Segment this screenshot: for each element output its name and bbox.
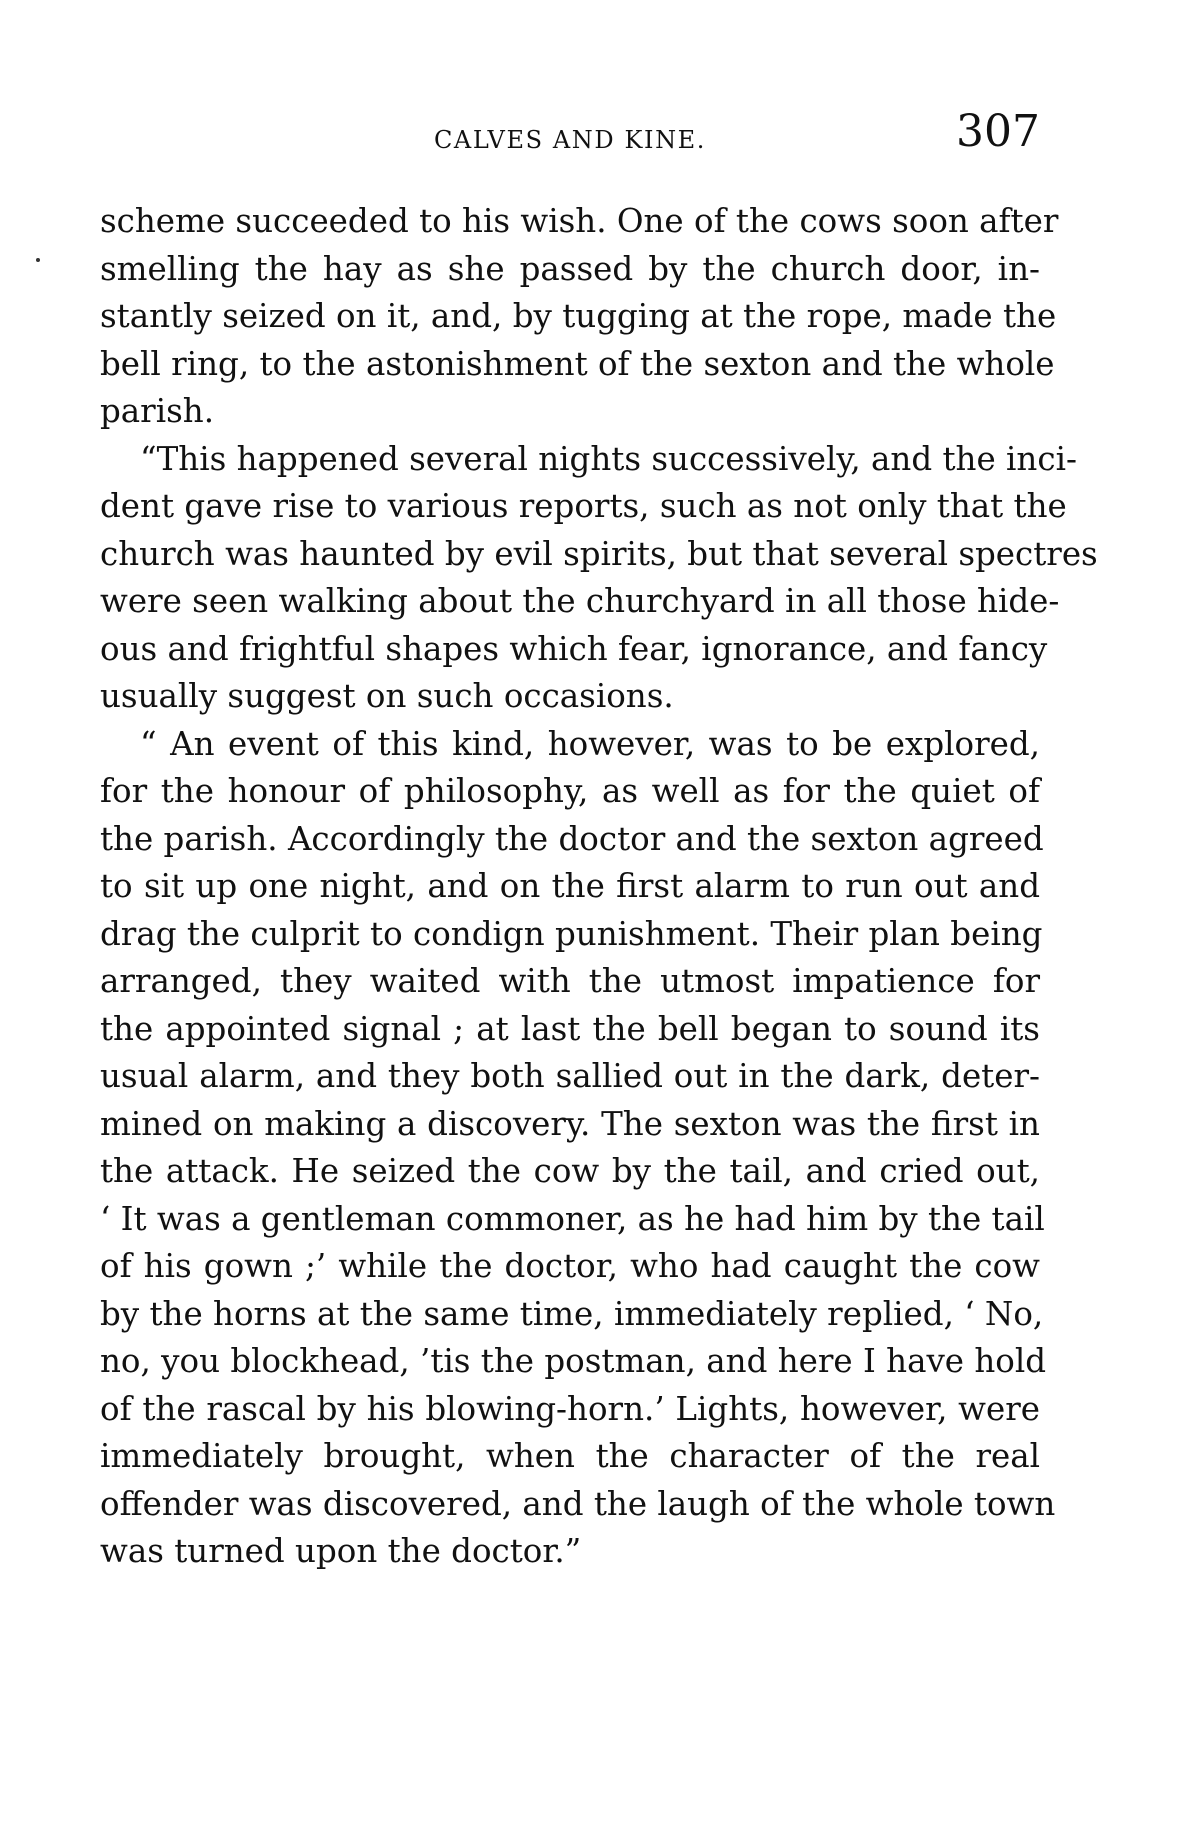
text-line: arranged, they waited with the utmost impatience for [100, 962, 1040, 1000]
text-line: “This happened several nights successively, and the inci- [140, 439, 1077, 478]
text-line: smelling the hay as she passed by the church door, in- [100, 249, 1040, 288]
text-line: were seen walking about the churchyard in all those hide- [100, 582, 1060, 620]
text-line: was turned upon the doctor.” [100, 1532, 582, 1570]
text-line: dent gave rise to various reports, such as not only that the [100, 487, 1067, 525]
text-line: mined on making a discovery. The sexton was the first in [100, 1104, 1040, 1143]
text-line: usual alarm, and they both sallied out in the dark, deter- [100, 1057, 1040, 1095]
text-line: parish. [100, 392, 215, 430]
body-text [100, 198, 1098, 1576]
text-line: for the honour of philosophy, as well as for the quiet of [100, 772, 1040, 810]
text-line: stantly seized on it, and, by tugging at the rope, made the [100, 297, 1057, 335]
text-line: usually suggest on such occasions. [100, 677, 674, 715]
running-head: CALVES AND KINE. [433, 126, 707, 154]
text-line: by the horns at the same time, immediately replied, ‘ No, [100, 1294, 1044, 1333]
text-line: ‘ It was a gentleman commoner, as he had him by the tail [100, 1199, 1045, 1238]
text-line: church was haunted by evil spirits, but that several spectres [100, 534, 1098, 573]
stray-ink-dot [36, 258, 40, 262]
text-line: no, you blockhead, ’tis the postman, and here I have hold [100, 1342, 1047, 1380]
text-line: the attack. He seized the cow by the tail, and cried out, [100, 1152, 1040, 1190]
text-line: ous and frightful shapes which fear, ignorance, and fancy [100, 629, 1048, 668]
text-line: to sit up one night, and on the first alarm to run out and [100, 867, 1040, 905]
text-line: drag the culprit to condign punishment. Their plan being [100, 914, 1043, 953]
text-line: the appointed signal ; at last the bell began to sound its [100, 1009, 1040, 1048]
text-line: bell ring, to the astonishment of the sexton and the whole [100, 344, 1055, 383]
page-number: 307 [956, 106, 1040, 157]
text-line: offender was discovered, and the laugh of the whole town [100, 1484, 1056, 1523]
text-line: immediately brought, when the character of the real [100, 1437, 1040, 1475]
text-line: scheme succeeded to his wish. One of the cows soon after [100, 202, 1059, 240]
text-line: the parish. Accordingly the doctor and the sexton agreed [100, 819, 1044, 858]
text-line: “ An event of this kind, however, was to be explored, [140, 724, 1040, 763]
page-header [100, 106, 1040, 170]
text-line: of the rascal by his blowing-horn.’ Lights, however, were [100, 1389, 1040, 1428]
text-line: of his gown ;’ while the doctor, who had caught the cow [100, 1247, 1040, 1285]
